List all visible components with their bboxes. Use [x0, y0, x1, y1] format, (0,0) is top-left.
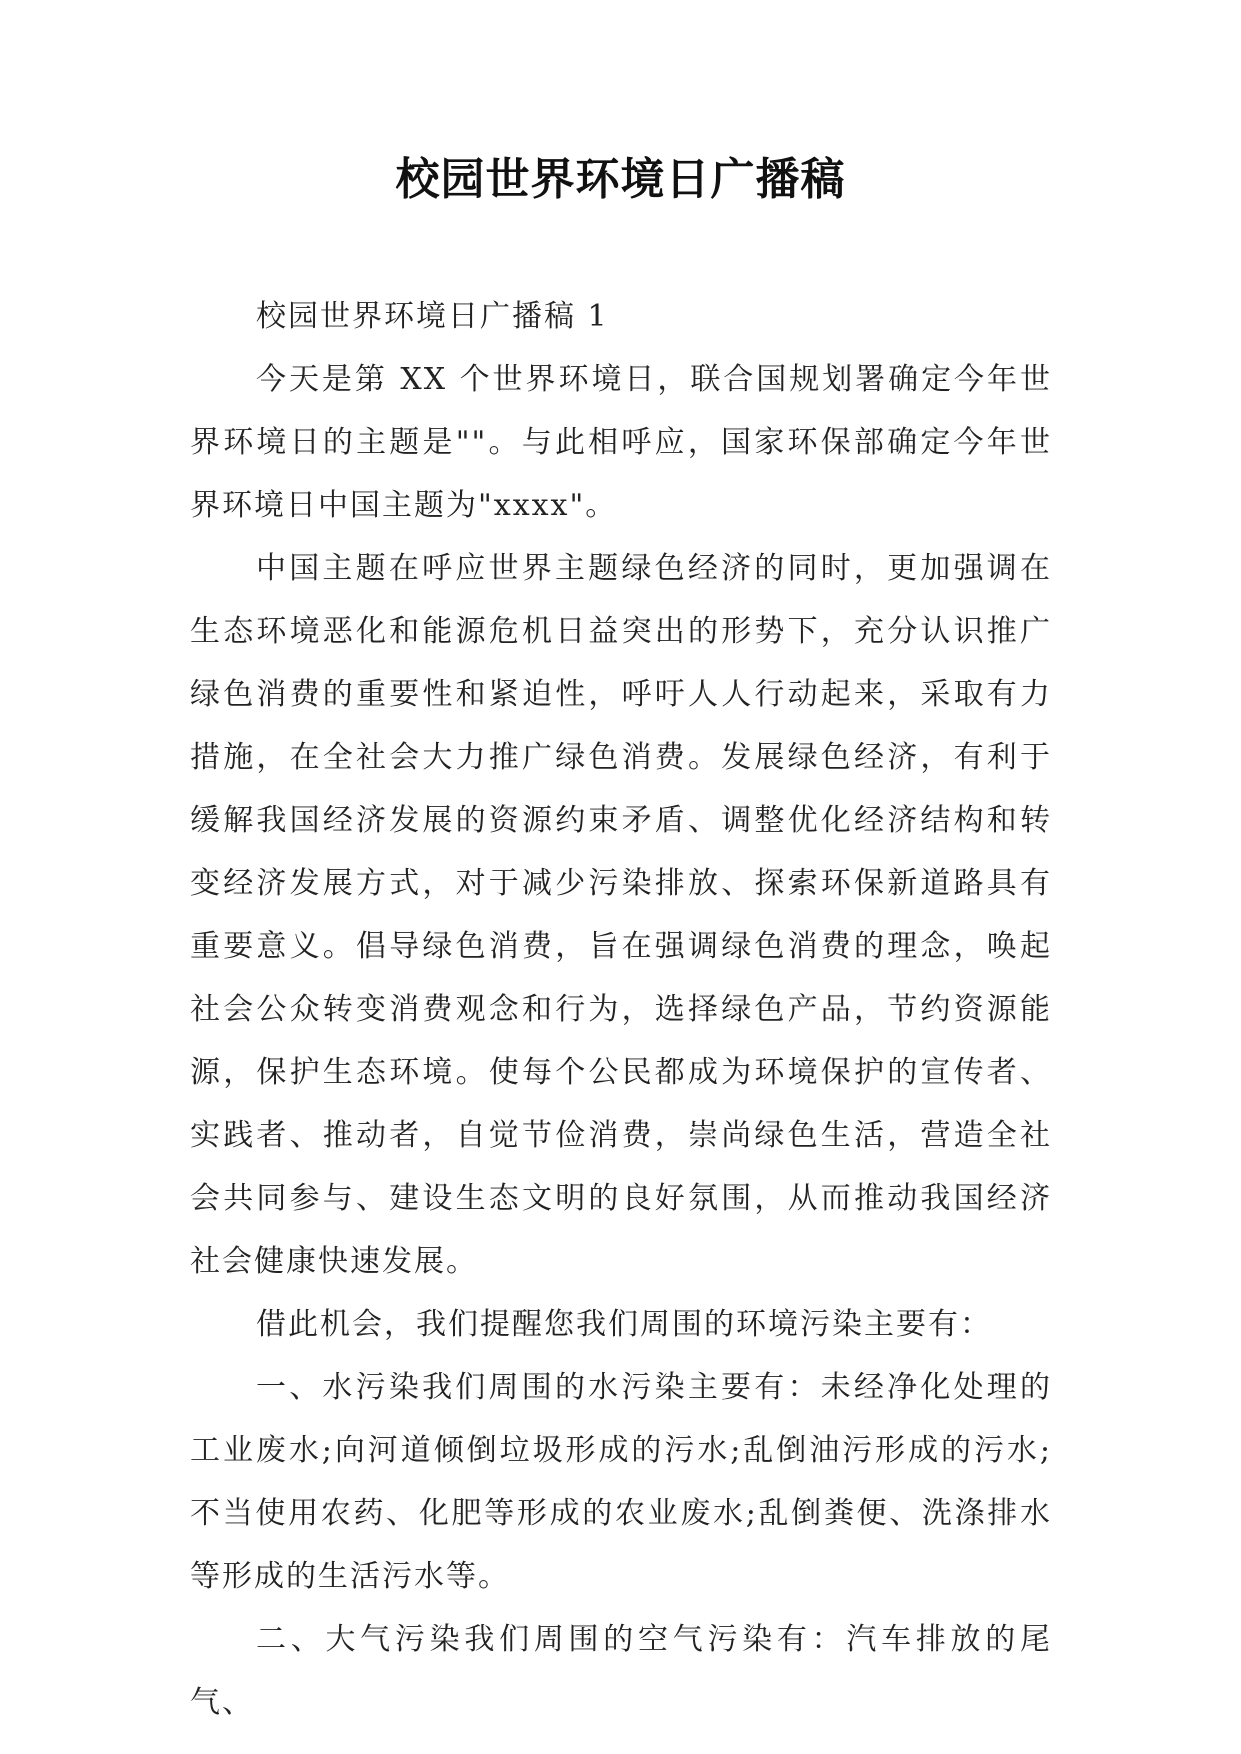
paragraph-subtitle: 校园世界环境日广播稿 1 — [256, 299, 609, 334]
paragraph: 二、大气污染我们周围的空气污染有：汽车排放的尾气、 — [190, 1622, 1052, 1720]
paragraph: 今天是第 XX 个世界环境日，联合国规划署确定今年世界环境日的主题是""。与此相呼应，国家环保部确定今年世界环境日中国主题为"xxxx"。 — [190, 362, 1052, 523]
paragraph: 一、水污染我们周围的水污染主要有：未经净化处理的工业废水;向河道倾倒垃圾形成的污水;乱倒油污形成的污水;不当使用农药、化肥等形成的农业废水;乱倒粪便、洗涤排水等形成的生活污水等。 — [190, 1370, 1052, 1594]
paragraph: 中国主题在呼应世界主题绿色经济的同时，更加强调在生态环境恶化和能源危机日益突出的形势下，充分认识推广绿色消费的重要性和紧迫性，呼吁人人行动起来，采取有力措施，在全社会大力推广绿色消费。发展绿色经济，有利于缓解我国经济发展的资源约束矛盾、调整优化经济结构和转变经济发展方式，对于减少污染排放、探索环保新道路具有重要意义。倡导绿色消费，旨在强调绿色消费的理念，唤起社会公众转变消费观念和行为，选择绿色产品，节约资源能源，保护生态环境。使每个公民都成为环境保护的宣传者、实践者、推动者，自觉节俭消费，崇尚绿色生活，营造全社会共同参与、建设生态文明的良好氛围，从而推动我国经济社会健康快速发展。 — [190, 551, 1052, 1279]
document-body — [190, 285, 1052, 1734]
paragraph: 借此机会，我们提醒您我们周围的环境污染主要有： — [256, 1307, 992, 1342]
page-title: 校园世界环境日广播稿 — [395, 154, 846, 205]
